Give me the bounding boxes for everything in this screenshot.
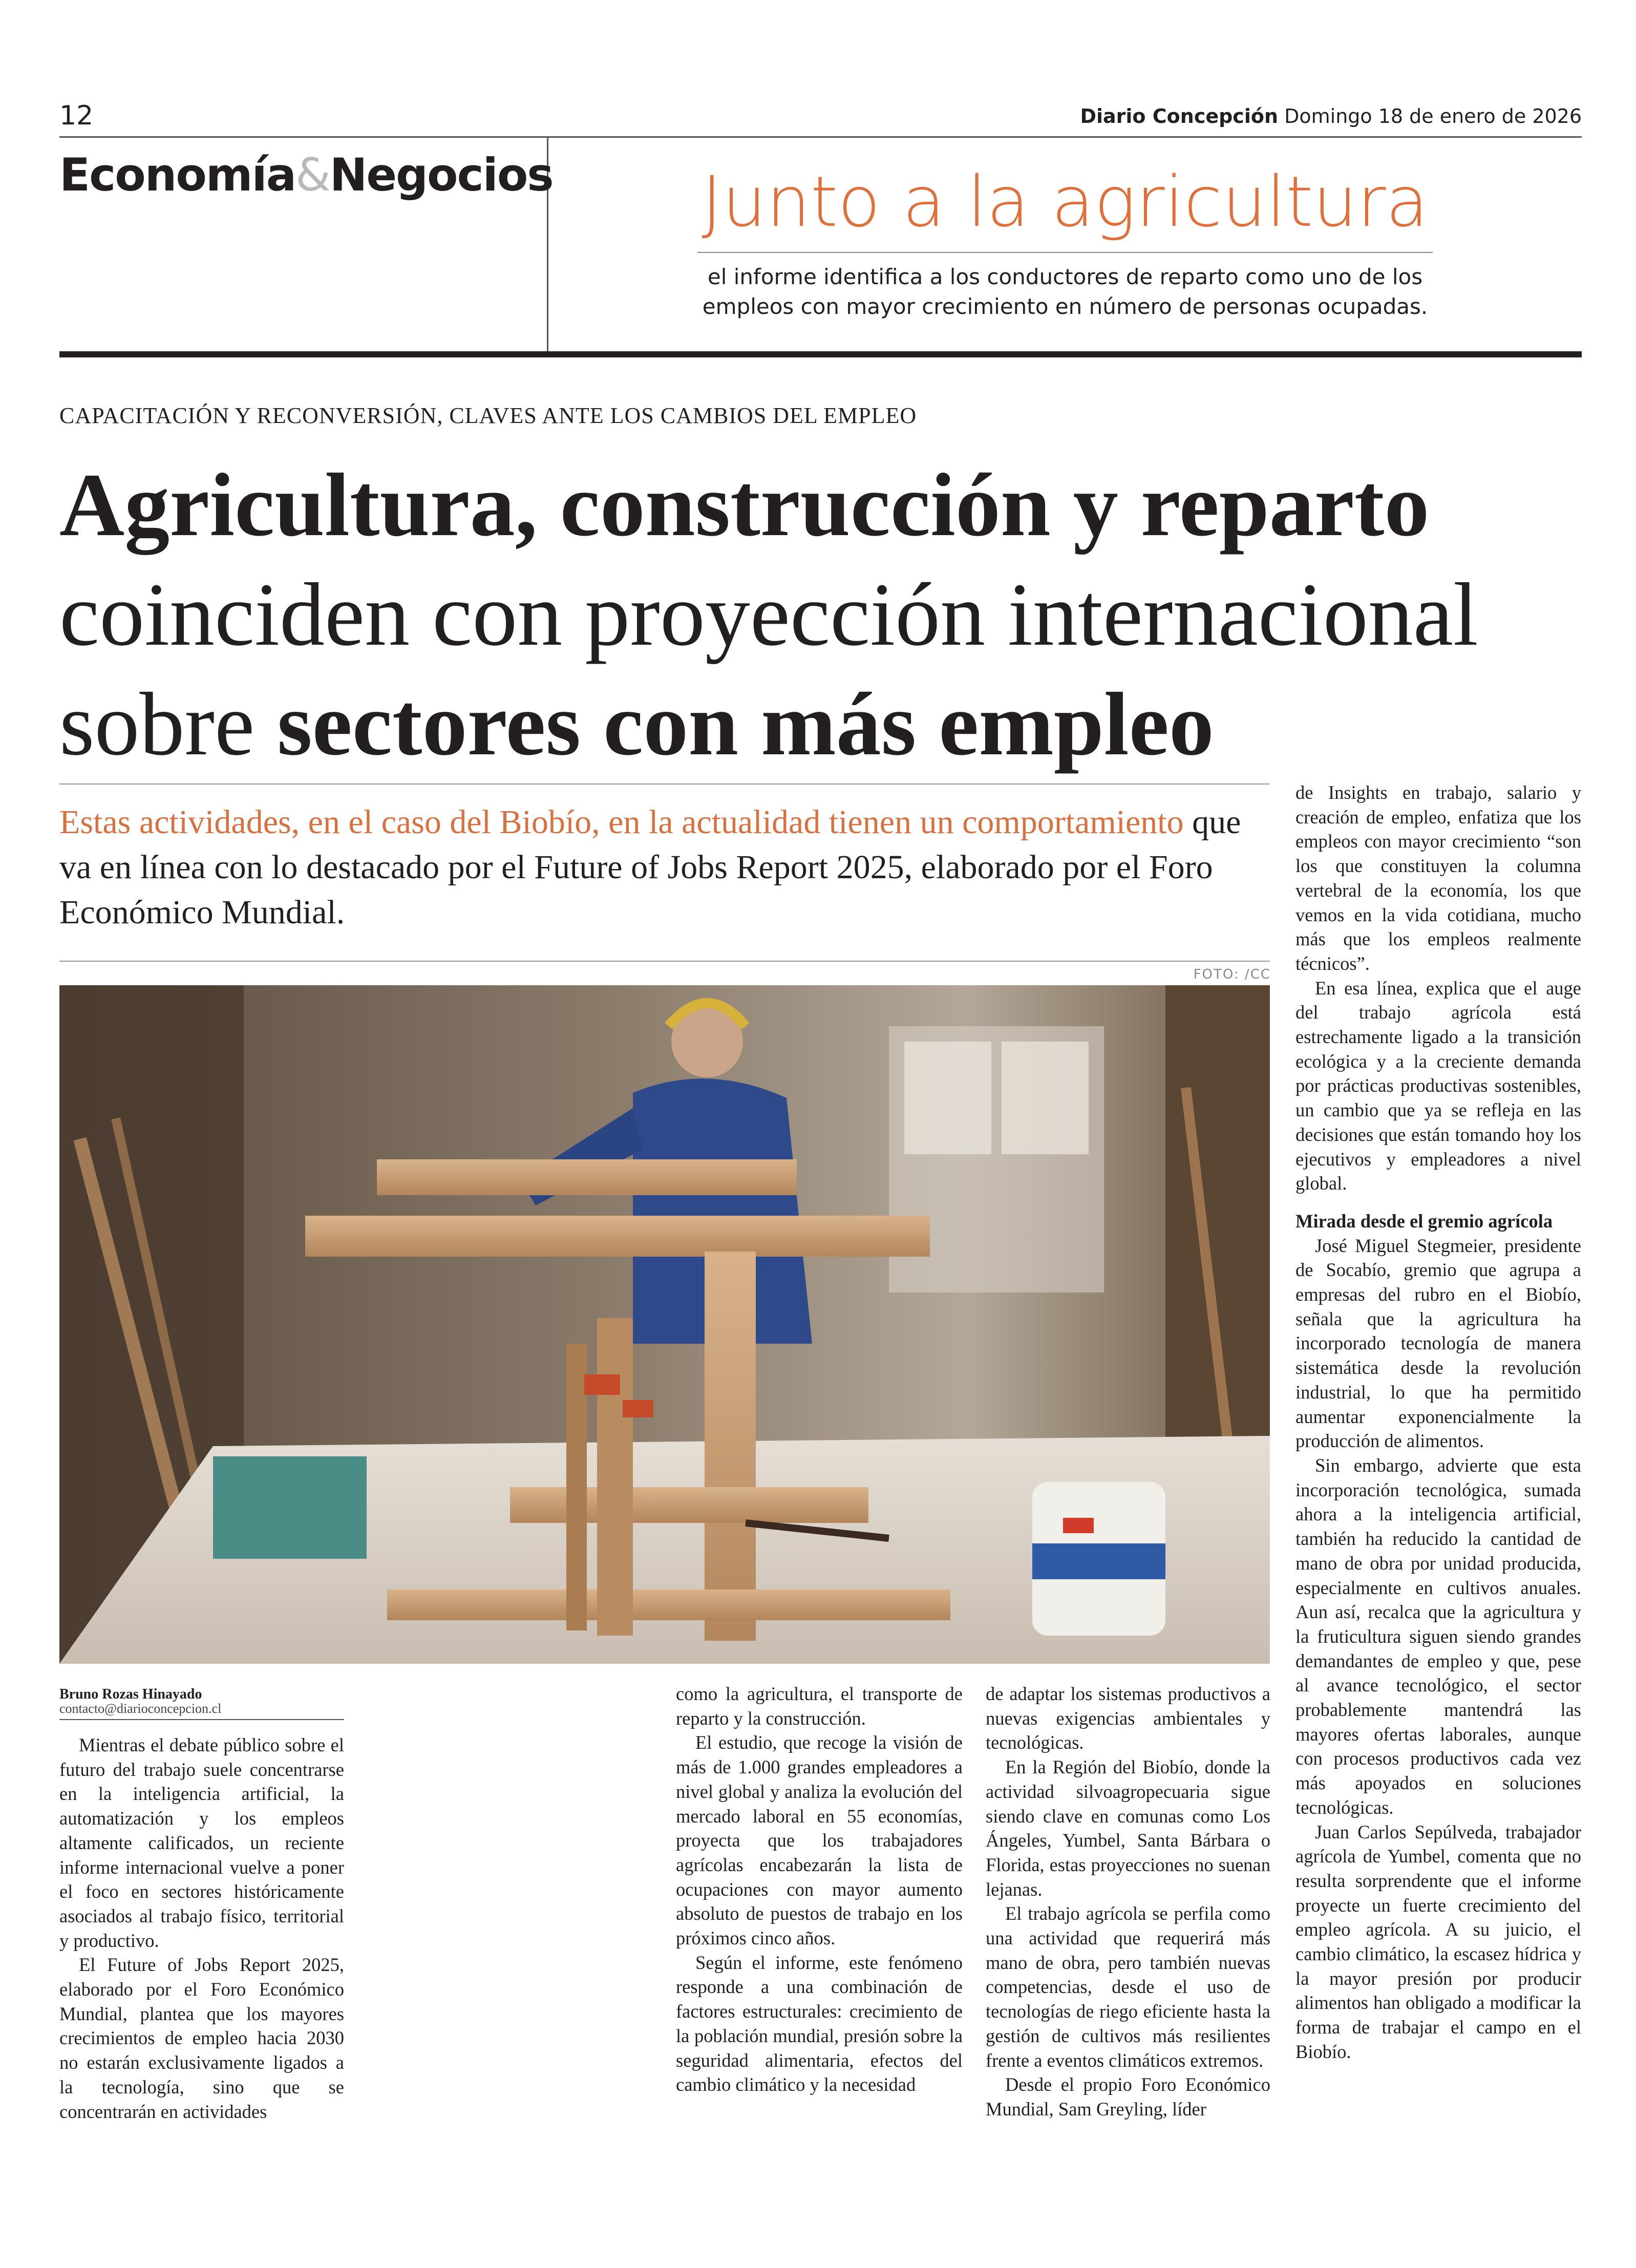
headline-line-1: Agricultura, construcción y reparto — [59, 455, 1430, 555]
section-name-left: Economía — [59, 149, 296, 201]
article-column-2 — [676, 1682, 963, 2097]
article-kicker: CAPACITACIÓN Y RECONVERSIÓN, CLAVES ANTE LOS CAMBIOS DEL EMPLEO — [59, 403, 917, 428]
paragraph: El estudio, que recoge la visión de más de 1.000 grandes empleadores a nivel global y analiza la evolución del mercado laboral en 55 economías, proyecta que los trabajadores agrícolas encabezarán la lista de ocupaciones con mayor aumento absoluto de puestos de trabajo en los próximos cinco años. — [676, 1732, 963, 1949]
headline-line-3 — [59, 670, 1590, 779]
promo-rule — [697, 252, 1433, 253]
article-column-1 — [59, 1733, 344, 2124]
article-column-4 — [1295, 780, 1581, 2064]
paragraph: como la agricultura, el transporte de reparto y la construcción. — [676, 1683, 963, 1729]
carpenter-workshop-image — [59, 985, 1270, 1664]
promo-title: Junto a la agricultura — [702, 162, 1429, 243]
article-headline — [59, 451, 1590, 779]
photo-rule — [59, 961, 1270, 962]
paragraph: de Insights en trabajo, salario y creación de empleo, enfatiza que los empleos con mayor crecimiento “son los que constituyen la columna vertebral de la economía, los que vemos en la vida cotidiana, mucho más que los empleos realmente técnicos”. — [1295, 782, 1581, 974]
paragraph: Juan Carlos Sepúlveda, trabajador agrícola de Yumbel, comenta que no resulta sorprendente que el informe proyecte un fuerte crecimiento del empleo agrícola. A su juicio, el cambio climático, la escasez hídrica y la mayor presión por producir alimentos han obligado a modificar la forma de trabajar el campo en el Biobío. — [1295, 1821, 1581, 2062]
paragraph: Desde el propio Foro Económico Mundial, Sam Greyling, líder — [986, 2074, 1270, 2119]
article-subheading: Mirada desde el gremio agrícola — [1295, 1210, 1553, 1232]
headline-line-2: coinciden con proyección internacional — [59, 565, 1478, 665]
paragraph: Según el informe, este fenómeno responde a una combinación de factores estructurales: crecimiento de la población mundial, presión sobre la seguridad alimentaria, efectos del cambio climático y la necesidad — [676, 1952, 963, 2095]
section-name-right: Negocios — [329, 149, 553, 201]
newspaper-name: Diario Concepción — [1080, 105, 1279, 128]
article-photo — [59, 985, 1270, 1664]
paragraph: Sin embargo, advierte que esta incorporación tecnológica, sumada ahora a la inteligencia artificial, también ha reducido la cantidad de mano de obra por unidad producida, especialmente en cultivos anuales. Aun así, recalca que la agricultura y la fruticultura siguen siendo grandes demandantes de empleo y que, pese al avance tecnológico, el sector probablemente mantendrá las mayores ofertas laborales, aunque con procesos productivos cada vez más apoyados en soluciones tecnológicas. — [1295, 1454, 1581, 1818]
article-subhead — [59, 800, 1270, 935]
promo-text: el informe identifica a los conductores de reparto como uno de los empleos con mayor crecimiento en número de personas ocupadas. — [702, 264, 1428, 319]
masthead — [1080, 105, 1582, 128]
author-email[interactable]: contacto@diarioconcepcion.cl — [59, 1701, 222, 1716]
subhead-accent: Estas actividades, en el caso del Biobío, en la actualidad tienen un comportamiento — [59, 803, 1184, 841]
byline-rule — [59, 1719, 344, 1720]
paragraph: de adaptar los sistemas productivos a nuevas exigencias ambientales y tecnológicas. — [986, 1683, 1270, 1753]
section-thick-rule — [59, 351, 1582, 357]
headline-line-3-regular: sobre — [59, 674, 278, 774]
paragraph: En la Región del Biobío, donde la actividad silvoagropecuaria sigue siendo clave en comunas como Los Ángeles, Yumbel, Santa Bárbara o Florida, estas proyecciones no suenan lejanas. — [986, 1756, 1270, 1900]
paragraph: El trabajo agrícola se perfila como una actividad que requerirá más mano de obra, pero también nuevas competencias, desde el uso de tecnologías de riego eficiente hasta la gestión de cultivos más resilientes frente a eventos climáticos extremos. — [986, 1903, 1270, 2071]
section-name — [59, 149, 553, 201]
headline-line-3-bold: sectores con más empleo — [277, 674, 1214, 774]
paragraph: José Miguel Stegmeier, presidente de Socabío, gremio que agrupa a empresas del rubro en el Biobío, señala que la agricultura ha incorporado tecnología de manera sistemática desde la revolución industrial, lo que ha permitido aumentar exponencialmente la producción de alimentos. — [1295, 1235, 1581, 1452]
photo-credit: FOTO: /CC — [1193, 967, 1271, 982]
publication-date: Domingo 18 de enero de 2026 — [1284, 105, 1582, 128]
paragraph: Mientras el debate público sobre el futuro del trabajo suele concentrarse en la inteligencia artificial, la automatización y los empleos altamente calificados, un reciente informe internacional vuelve a poner el foco en sectores históricamente asociados al trabajo físico, territorial y productivo. — [59, 1734, 344, 1951]
subhead-rest: que va en línea con lo destacado por el Future of Jobs Report 2025, elaborado por el Foro Económico Mundial. — [59, 803, 1241, 931]
article-column-3 — [986, 1682, 1270, 2122]
section-ampersand: & — [295, 149, 330, 201]
page-number: 12 — [59, 100, 94, 131]
paragraph: El Future of Jobs Report 2025, elaborado por el Foro Económico Mundial, plantea que los mayores crecimientos de empleo hacia 2030 no estarán exclusivamente ligados a la tecnología, sino que se concentrarán en actividades — [59, 1954, 344, 2122]
header-rule — [59, 136, 1582, 138]
paragraph: En esa línea, explica que el auge del trabajo agrícola está estrechamente ligado a la transición ecológica y a la creciente demanda por prácticas productivas sostenibles, un cambio que ya se refleja en las decisiones que están tomando hoy los ejecutivos y empleadores a nivel global. — [1295, 977, 1581, 1194]
author-name: Bruno Rozas Hinayado — [59, 1686, 202, 1702]
subhead-rule — [59, 783, 1270, 785]
